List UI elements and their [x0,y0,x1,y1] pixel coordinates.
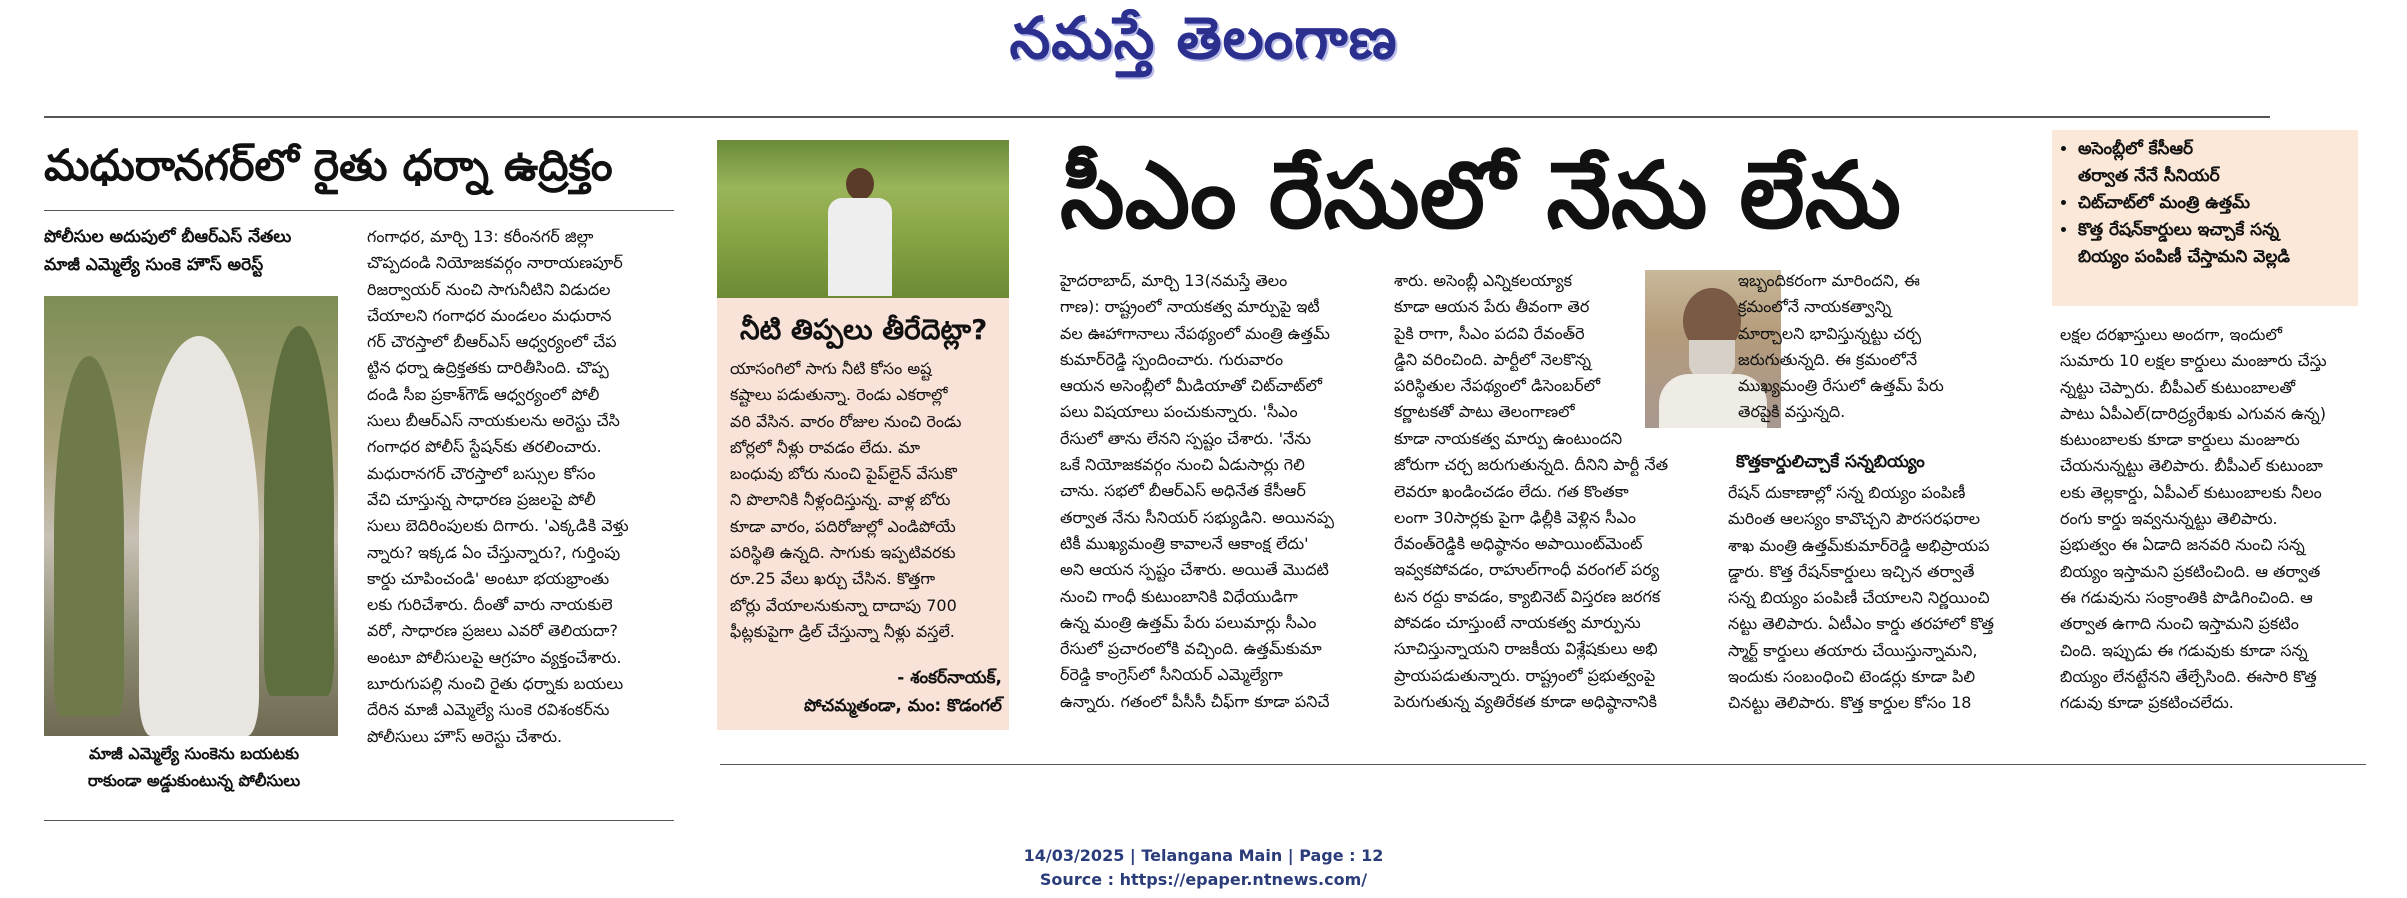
main-line: నుంచి గాంధీ కుటుంబానికి విధేయుడిగా [1060,586,1298,606]
main-bottom-rule [720,764,2366,765]
main-line: ఆయన అసెంబ్లీలో మీడియాతో చిట్‌చాట్‌లో [1060,376,1322,396]
main-line: పరిస్థితుల నేపథ్యంలో డిసెంబర్‌లో [1394,376,1601,396]
protest-photo [44,296,338,736]
body-line: వేచి చూస్తున్న సాధారణ ప్రజలపై పోలీ [367,489,596,509]
box-line: బోర్లలో నీళ్లు రావడం లేదు. మా [730,437,921,457]
main-line: సుమారు 10 లక్షల కార్డులు మంజూరు చేస్తు [2060,351,2327,371]
box-headline: నీటి తిప్పలు తీరేదెట్లా? [740,313,988,346]
footer-date-line: 14/03/2025 | Telangana Main | Page : 12 [1023,846,1384,865]
body-line: గంగాధర పోలీస్ స్టేషన్‌కు తరలించారు. [367,437,602,457]
left-rule [44,210,674,211]
main-col-3-bottom [1728,480,2056,717]
main-line: ర్‌రెడ్డి కాంగ్రెస్‌లో సీనియర్ ఎమ్మెల్యేగా [1060,665,1283,685]
main-line: ప్రాయపడుతున్నారు. రాష్ట్రంలో ప్రభుత్వంపై [1394,665,1656,685]
main-line: హైదరాబాద్, మార్చి 13(నమస్తే తెలం [1060,271,1288,290]
main-line: ఇందుకు సంబంధించి టెండర్లు కూడా పిలి [1728,667,1976,687]
body-line: అంటూ పోలీసులపై ఆగ్రహం వ్యక్తంచేశారు. [367,647,622,667]
main-line: స్మార్ట్ కార్డులు తయారు చేయిస్తున్నామని, [1728,640,1978,660]
main-line: బియ్యం లేనట్టేనని తేల్చేసింది. ఈసారి కొత్త [2060,666,2317,686]
main-col-2-bottom [1394,426,1714,715]
main-line: లెవరూ ఖండించడం లేదు. గత కొంతకా [1394,481,1629,501]
main-line: పెరుగుతున్న వ్యతిరేకత కూడా అధిష్ఠానానికి [1394,691,1657,711]
main-line: ముఖ్యమంత్రి రేసులో ఉత్తమ్ పేరు [1738,376,1944,396]
main-line: నట్టు తెలిపారు. ఏటీఎం కార్డు తరహాలో కొత్త [1728,614,1994,634]
main-line: మార్చాలని భావిస్తున్నట్టు చర్చ [1738,323,1922,343]
box-line: ఫీట్లకుపైగా డ్రిల్ చేస్తున్నా నీళ్లు వస్తలే. [730,621,955,641]
box-signature-2: పోచమ్మతండా, మం: కొడంగల్ [803,696,1002,716]
main-line: జోరుగా చర్చ జరుగుతున్నది. దీనిని పార్టీ నేత [1394,455,1669,475]
main-line: మరింత ఆలస్యం కావొచ్చని పౌరసరఫరాల [1728,509,1981,529]
body-line: గర్ చౌరస్తాలో బీఆర్‌ఎస్ ఆధ్వర్యంలో చేప [367,332,617,352]
main-line: బియ్యం ఇస్తామని ప్రకటించింది. ఆ తర్వాత [2060,561,2321,581]
main-line: ఇబ్బందికరంగా మారిందని, ఈ [1738,271,1920,290]
body-line: రిజర్వాయర్ నుంచి సాగునీటిని విడుదల [367,279,611,299]
main-line: రేషన్ దుకాణాల్లో సన్న బియ్యం పంపిణీ [1728,483,1966,502]
main-headline: సీఎం రేసులో నేను లేను [1060,141,1902,249]
top-rule [44,116,2270,118]
box-line: రూ.25 వేలు ఖర్చు చేసిన. కొత్తగా [730,569,936,589]
main-line: ఒకే నియోజకవర్గం నుంచి ఏడుసార్లు గెలి [1060,455,1305,475]
body-line: న్నారు? ఇక్కడ ఏం చేస్తున్నారు?, గుర్తింపు [367,542,621,562]
left-story-headline: మధురానగర్‌లో రైతు ధర్నా ఉద్రిక్తం [44,141,613,191]
highlight-item: • చిట్‌చాట్‌లో మంత్రి ఉత్తమ్ [2078,190,2358,217]
main-line: కూడా నాయకత్వ మార్పు ఉంటుందని [1394,429,1623,448]
box-line: వరి వేసిన. వారం రోజుల నుంచి రెండు [730,411,962,431]
highlight-item: • అసెంబ్లీలో కేసీఆర్ తర్వాత నేనే సీనియర్ [2078,136,2358,190]
main-line: ఉన్నారు. గతంలో పీసీసీ చీఫ్‌గా కూడా పనిచే [1060,691,1330,711]
left-story-body [367,224,675,750]
main-col-3-top [1738,268,2038,426]
footer-source-link[interactable]: Source : https://epaper.ntnews.com/ [1039,870,1368,889]
main-line: గడువు కూడా ప్రకటించలేదు. [2060,693,2234,713]
body-line: గంగాధర, మార్చి 13: కరీంనగర్ జిల్లా [367,227,594,246]
body-line: సులు బీఆర్‌ఎస్ నాయకులను అరెస్టు చేసి [367,411,620,431]
box-line: కూడా వారం, పదిరోజుల్లో ఎండిపోయే [730,516,956,536]
box-body [730,356,1002,645]
main-line: గాణ): రాష్ట్రంలో నాయకత్వ మార్పుపై ఇటీ [1060,297,1320,317]
main-line: డ్డారు. కొత్త రేషన్‌కార్డులు ఇచ్చిన తర్వాతే [1728,561,1975,581]
main-line: లకు తెల్లకార్డు, ఏపీఎల్ కుటుంబాలకు నీలం [2060,482,2322,502]
body-line: సులు బెదిరింపులకు దిగారు. 'ఎక్కడికి వెళ్తు [367,516,629,536]
col3-subhead: కొత్తకార్డులిచ్చాకే సన్నబియ్యం [1736,452,1925,472]
highlights-box [2052,130,2358,306]
main-line: అని ఆయన స్పష్టం చేశారు. అయితే మొదటి [1060,560,1329,580]
left-story-subhead-1: పోలీసుల అదుపులో బీఆర్‌ఎస్ నేతలు [44,227,292,247]
body-line: పోలీసులు హౌస్ అరెస్టు చేశారు. [367,726,563,746]
body-line: దండి సీఐ ప్రకాశ్‌గౌడ్ ఆధ్వర్యంలో పోలీ [367,384,600,404]
masthead-logo: నమస్తే తెలంగాణ [1009,4,1398,72]
box-line: బోర్లు వేయాలనుకున్నా దాదాపు 700 [730,595,957,615]
main-line: రేవంత్‌రెడ్డికి అధిష్ఠానం అపాయింట్‌మెంట్ [1394,534,1643,554]
main-line: కూడా ఆయన పేరు తీవంగా తెర [1394,297,1590,317]
main-line: తెరపైకి వస్తున్నది. [1738,402,1846,422]
main-line: టికీ ముఖ్యమంత్రి కావాలనే ఆకాంక్ష లేదు' [1060,533,1309,553]
box-line: బంధువు బోరు నుంచి పైప్‌లైన్ వేసుకొ [730,464,957,484]
photo-caption-2: రాకుండా అడ్డుకుంటున్న పోలీసులు [87,771,301,790]
left-bottom-rule [44,820,674,821]
main-line: ఇవ్వకపోవడం, రాహుల్‌గాంధీ వరంగల్ పర్య [1394,560,1660,580]
main-line: తర్వాత ఉగాది నుంచి ఇస్తామని ప్రకటిం [2060,614,2299,634]
body-line: బూరుగుపల్లి నుంచి రైతు ధర్నాకు బయలు [367,674,624,694]
main-line: పాటు ఏపీఎల్(దారిద్ర్యరేఖకు ఎగువన ఉన్న) [2060,403,2326,423]
main-line: రంగు కార్డు ఇవ్వనున్నట్టు తెలిపారు. [2060,509,2278,529]
box-signature-1: - శంకర్‌నాయక్, [897,668,1002,688]
main-line: క్రమంలోనే నాయకత్వాన్ని [1738,297,1892,317]
main-line: శాఖ మంత్రి ఉత్తమ్‌కుమార్‌రెడ్డి అభిప్రాయప [1728,535,1990,555]
left-story-subhead-2: మాజీ ఎమ్మెల్యే సుంకె హౌస్ అరెస్ట్ [44,255,264,275]
body-line: చేయాలని గంగాధర మండలం మధురాన [367,305,612,325]
main-line: రేసులో తాను లేనని స్పష్టం చేశారు. 'నేను [1060,428,1312,448]
main-line: ప్రభుత్వం ఈ ఏడాది జనవరి నుంచి సన్న [2060,535,2305,555]
main-line: పోవడం చూస్తుంటే నాయకత్వ మార్పును [1394,613,1641,633]
main-line: చేయనున్నట్టు తెలిపారు. బీపీఎల్ కుటుంబా [2060,456,2323,476]
main-line: వల ఊహాగానాలు నేపథ్యంలో మంత్రి ఉత్తమ్ [1060,323,1330,343]
body-line: చొప్పదండి నియోజకవర్గం నారాయణపూర్ [367,253,623,273]
main-line: చింది. ఇప్పుడు ఈ గడువుకు కూడా సన్న [2060,640,2308,660]
main-line: ఈ గడువును సంక్రాంతికి పొడిగించింది. ఆ [2060,587,2313,607]
main-line: సన్న బియ్యం పంపిణీ చేయాలని నిర్ణయించి [1728,588,1990,608]
main-line: కుటుంబాలకు కూడా కార్డులు మంజూరు [2060,430,2300,450]
body-line: కార్డు చూపించండి' అంటూ భయభ్రాంతు [367,568,610,588]
body-line: లకు గురిచేశారు. దీంతో వారు నాయకులె [367,595,613,615]
box-line: కష్టాలు పడుతున్నా. రెండు ఎకరాల్లో [730,385,948,405]
body-line: వరో, సాధారణ ప్రజలు ఎవరో తెలియదా? [367,621,618,641]
main-line: తర్వాత నేను సీనియర్ సభ్యుడిని. అయినప్ప [1060,507,1334,527]
main-line: టన రద్దు కావడం, క్యాబినెట్ విస్తరణ జరగక [1394,586,1661,606]
main-line: సూచిస్తున్నాయని రాజకీయ విశ్లేషకులు అభి [1394,639,1658,659]
main-line: పైకి రాగా, సీఎం పదవి రేవంత్‌రె [1394,323,1585,343]
main-line: రేసులో ప్రచారంలోకి వచ్చింది. ఉత్తమ్‌కుమా [1060,639,1322,659]
main-line: కుమార్‌రెడ్డి స్పందించారు. గురువారం [1060,349,1284,369]
main-line: లక్షల దరఖాస్తులు అందగా, ఇందులో [2060,325,2282,344]
main-col-2-top [1394,268,1636,426]
photo-caption-1: మాజీ ఎమ్మెల్యే సుంకెను బయటకు [88,744,300,763]
main-line: ఉన్న మంత్రి ఉత్తమ్ పేరు పలుమార్లు సీఎం [1060,612,1317,632]
farmer-figure [820,168,900,296]
body-line: ట్టిన ధర్నా ఉద్రిక్తతకు దారితీసింది. చొప్ప [367,358,609,378]
box-line: యాసంగిలో సాగు నీటి కోసం అష్ట [730,359,932,378]
main-line: కర్ణాటకతో పాటు తెలంగాణలో [1394,402,1575,422]
box-line: పరిస్థితి ఉన్నది. సాగుకు ఇప్పటివరకు [730,543,956,563]
body-line: దేరిన మాజీ ఎమ్మెల్యే సుంకె రవిశంకర్‌ను [367,700,610,720]
main-line: న్నట్టు చెప్పారు. బీపీఎల్ కుటుంబాలతో [2060,377,2296,397]
main-col-1 [1060,268,1338,715]
main-line: లంగా 30సార్లకు పైగా ఢిల్లీకి వెళ్లిన సీఎం [1394,507,1637,527]
main-line: పలు విషయాలు పంచుకున్నారు. 'సీఎం [1060,402,1298,422]
highlight-item: • కొత్త రేషన్‌కార్డులు ఇచ్చాకే సన్న బియ్యం పంపిణీ చేస్తామని వెల్లడి [2078,217,2358,271]
main-line: చాను. సభలో బీఆర్‌ఎస్ అధినేత కేసీఆర్ [1060,481,1306,501]
box-line: ని పొలానికి నీళ్లందిస్తున్న. వాళ్ల బోరు [730,490,951,510]
main-col-4 [2060,322,2362,716]
body-line: మధురానగర్ చౌరస్తాలో బస్సుల కోసం [367,463,596,483]
main-line: శారు. అసెంబ్లీ ఎన్నికలయ్యాక [1394,271,1573,290]
main-line: డ్డిని వరించింది. పార్టీలో నెలకొన్న [1394,349,1592,369]
main-line: జరుగుతున్నది. ఈ క్రమంలోనే [1738,349,1918,369]
next-headline-fragment [720,800,2350,840]
main-line: చినట్టు తెలిపారు. కొత్త కార్డుల కోసం 18 [1728,693,1972,713]
